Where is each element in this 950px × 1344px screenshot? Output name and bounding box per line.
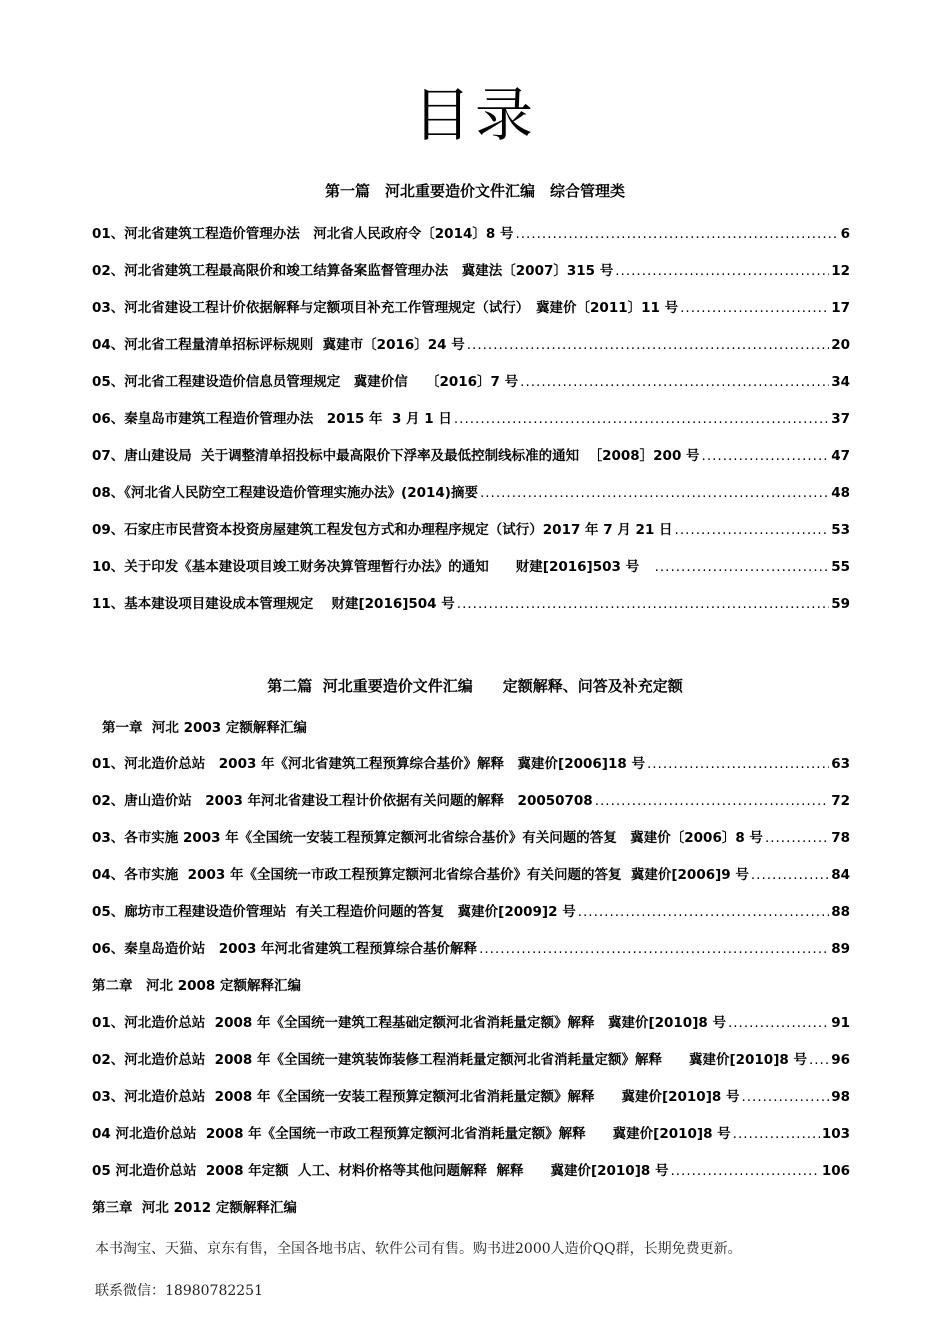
dot-leader xyxy=(467,337,829,353)
toc-entry-page: 12 xyxy=(831,263,850,279)
dot-leader xyxy=(595,793,829,809)
toc-entry-title: 11、基本建设项目建设成本管理规定 财建[2016]504 号 xyxy=(92,596,455,612)
toc-entry-title: 01、河北造价总站 2003 年《河北省建筑工程预算综合基价》解释 冀建价[2006]18 号 xyxy=(92,756,645,772)
dot-leader xyxy=(578,904,830,920)
toc-entry[interactable] xyxy=(92,863,850,883)
footer-note: 本书淘宝、天猫、京东有售，全国各地书店、软件公司有售。购书进2000人造价QQ群，长期免费更新。 xyxy=(95,1241,742,1257)
toc-entry-page: 103 xyxy=(821,1126,850,1142)
dot-leader xyxy=(457,596,829,612)
toc-entry-page: 63 xyxy=(831,756,850,772)
toc-entry[interactable] xyxy=(92,592,850,612)
toc-entry-title: 04、河北省工程量清单招标评标规则 冀建市〔2016〕24 号 xyxy=(92,337,465,353)
toc-entry-title: 03、河北造价总站 2008 年《全国统一安装工程预算定额河北省消耗量定额》解释 冀建价[2010]8 号 xyxy=(92,1089,740,1105)
toc-entry-page: 53 xyxy=(831,522,850,538)
toc-entry-title: 02、河北造价总站 2008 年《全国统一建筑装饰装修工程消耗量定额河北省消耗量定额》解释 冀建价[2010]8 号 xyxy=(92,1052,807,1068)
part2-heading: 第二篇 河北重要造价文件汇编 定额解释、问答及补充定额 xyxy=(267,677,683,695)
part1-heading: 第一篇 河北重要造价文件汇编 综合管理类 xyxy=(324,182,625,200)
toc-entry-page: 48 xyxy=(831,485,850,501)
toc-entry-title: 10、关于印发《基本建设项目竣工财务决算管理暂行办法》的通知 财建[2016]503 号 xyxy=(92,559,653,575)
toc-entry-page: 89 xyxy=(831,941,850,957)
toc-entry[interactable] xyxy=(92,937,850,957)
dot-leader xyxy=(480,485,829,501)
dot-leader xyxy=(728,1015,829,1031)
toc-entry-page: 55 xyxy=(831,559,850,575)
chapter3-heading: 第三章 河北 2012 定额解释汇编 xyxy=(92,1200,297,1216)
dot-leader xyxy=(615,263,829,279)
toc-entry[interactable] xyxy=(92,789,850,809)
dot-leader xyxy=(680,300,829,316)
toc-entry-page: 88 xyxy=(831,904,850,920)
chapter2-heading: 第二章 河北 2008 定额解释汇编 xyxy=(92,978,301,994)
toc-entry-title: 09、石家庄市民营资本投资房屋建筑工程发包方式和办理程序规定（试行）2017 年 7 月 21 日 xyxy=(92,522,673,538)
toc-entry-title: 02、唐山造价站 2003 年河北省建设工程计价依据有关问题的解释 20050708 xyxy=(92,793,593,809)
dot-leader xyxy=(520,374,829,390)
toc-entry-page: 17 xyxy=(831,300,850,316)
toc-entry-title: 05、廊坊市工程建设造价管理站 有关工程造价问题的答复 冀建价[2009]2 号 xyxy=(92,904,576,920)
toc-entry[interactable] xyxy=(92,900,850,920)
toc-entry[interactable] xyxy=(92,407,850,427)
toc-entry-page: 72 xyxy=(831,793,850,809)
toc-entry[interactable] xyxy=(92,370,850,390)
toc-entry[interactable] xyxy=(92,259,850,279)
toc-entry-title: 01、河北造价总站 2008 年《全国统一建筑工程基础定额河北省消耗量定额》解释 冀建价[2010]8 号 xyxy=(92,1015,726,1031)
toc-entry[interactable] xyxy=(92,1048,850,1068)
toc-entry[interactable] xyxy=(92,481,850,501)
toc-entry[interactable] xyxy=(92,1085,850,1105)
dot-leader xyxy=(809,1052,829,1068)
dot-leader xyxy=(454,411,829,427)
toc-entry[interactable] xyxy=(92,296,850,316)
toc-entry-title: 03、河北省建设工程计价依据解释与定额项目补充工作管理规定（试行） 冀建价〔2011〕11 号 xyxy=(92,300,679,316)
toc-entry-title: 07、唐山建设局 关于调整清单招投标中最高限价下浮率及最低控制线标准的通知 ［2008］200 号 xyxy=(92,448,700,464)
dot-leader xyxy=(515,226,838,242)
toc-entry-title: 03、各市实施 2003 年《全国统一安装工程预算定额河北省综合基价》有关问题的答复 冀建价〔2006〕8 号 xyxy=(92,830,763,846)
chapter1-heading: 第一章 河北 2003 定额解释汇编 xyxy=(102,720,307,736)
toc-entry-title: 02、河北省建筑工程最高限价和竣工结算备案监督管理办法 冀建法〔2007〕315 号 xyxy=(92,263,614,279)
dot-leader xyxy=(733,1126,820,1142)
toc-entry[interactable] xyxy=(92,333,850,353)
dot-leader xyxy=(751,867,829,883)
toc-entry[interactable] xyxy=(92,555,850,575)
dot-leader xyxy=(765,830,829,846)
toc-entry[interactable] xyxy=(92,1011,850,1031)
dot-leader xyxy=(741,1089,829,1105)
toc-entry[interactable] xyxy=(92,518,850,538)
toc-entry-page: 47 xyxy=(831,448,850,464)
toc-entry[interactable] xyxy=(92,752,850,772)
toc-entry-page: 78 xyxy=(831,830,850,846)
toc-entry-page: 34 xyxy=(831,374,850,390)
toc-entry[interactable] xyxy=(92,444,850,464)
footer-contact: 联系微信：18980782251 xyxy=(95,1283,263,1299)
dot-leader xyxy=(670,1163,819,1179)
toc-entry-title: 06、秦皇岛市建筑工程造价管理办法 2015 年 3 月 1 日 xyxy=(92,411,452,427)
toc-entry-title: 01、河北省建筑工程造价管理办法 河北省人民政府令〔2014〕8 号 xyxy=(92,226,514,242)
toc-entry-page: 98 xyxy=(831,1089,850,1105)
toc-entry-page: 20 xyxy=(831,337,850,353)
dot-leader xyxy=(655,559,830,575)
toc-entry[interactable] xyxy=(92,1122,850,1142)
dot-leader xyxy=(702,448,830,464)
toc-entry[interactable] xyxy=(92,826,850,846)
dot-leader xyxy=(479,941,829,957)
toc-entry-page: 84 xyxy=(831,867,850,883)
toc-entry[interactable] xyxy=(92,1159,850,1179)
toc-entry-title: 06、秦皇岛造价站 2003 年河北省建筑工程预算综合基价解释 xyxy=(92,941,478,957)
toc-entry-page: 96 xyxy=(831,1052,850,1068)
toc-entry-title: 05 河北造价总站 2008 年定额 人工、材料价格等其他问题解释 解释 冀建价[2010]8 号 xyxy=(92,1163,669,1179)
toc-entry-page: 59 xyxy=(831,596,850,612)
page-title: 目录 xyxy=(412,81,537,149)
toc-entry-page: 6 xyxy=(840,226,850,242)
toc-entry-title: 04 河北造价总站 2008 年《全国统一市政工程预算定额河北省消耗量定额》解释 冀建价[2010]8 号 xyxy=(92,1126,731,1142)
dot-leader xyxy=(647,756,829,772)
dot-leader xyxy=(675,522,830,538)
toc-entry-page: 37 xyxy=(831,411,850,427)
toc-entry-title: 05、河北省工程建设造价信息员管理规定 冀建价信 〔2016〕7 号 xyxy=(92,374,519,390)
toc-entry-page: 106 xyxy=(821,1163,850,1179)
toc-entry-title: 04、各市实施 2003 年《全国统一市政工程预算定额河北省综合基价》有关问题的答复 冀建价[2006]9 号 xyxy=(92,867,749,883)
toc-entry-page: 91 xyxy=(831,1015,850,1031)
toc-entry[interactable] xyxy=(92,222,850,242)
toc-entry-title: 08、《河北省人民防空工程建设造价管理实施办法》(2014)摘要 xyxy=(92,485,478,501)
